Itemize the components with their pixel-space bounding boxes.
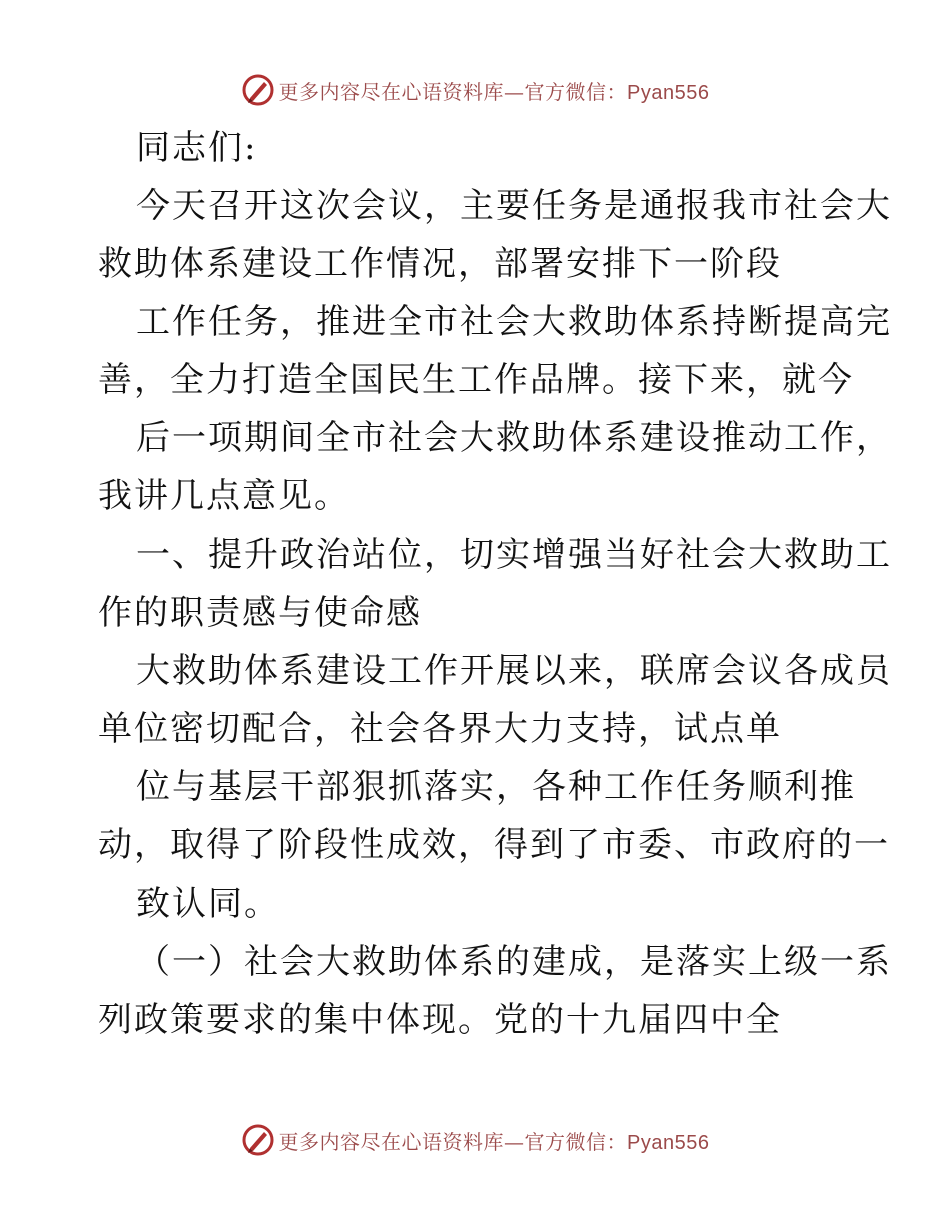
section-heading-line: 一、提升政治站位，切实增强当好社会大救助工 (136, 535, 892, 575)
paragraph-line: 单位密切配合，社会各界大力支持，试点单 (98, 709, 782, 749)
paragraph-line: 工作任务，推进全市社会大救助体系持断提高完 (136, 302, 892, 342)
paragraph-line: 致认同。 (136, 884, 280, 924)
footer-banner (0, 1120, 950, 1160)
paragraph-line: 后一项期间全市社会大救助体系建设推动工作， (136, 418, 892, 458)
greeting-line: 同志们: (136, 128, 258, 168)
paragraph-line: 大救助体系建设工作开展以来，联席会议各成员 (136, 651, 892, 691)
paragraph-line: 救助体系建设工作情况，部署安排下一阶段 (98, 244, 782, 284)
header-banner (0, 70, 950, 110)
paragraph-line: 善，全力打造全国民生工作品牌。接下来，就今 (98, 360, 854, 400)
quill-logo-icon (241, 73, 275, 107)
header-banner-text: 更多内容尽在心语资料库—官方微信： (278, 79, 628, 104)
footer-banner-id: Pyan556 (627, 1131, 710, 1154)
paragraph-line: 动，取得了阶段性成效，得到了市委、市政府的一 (98, 825, 890, 865)
header-banner-id: Pyan556 (627, 81, 710, 104)
paragraph-line: 我讲几点意见。 (98, 476, 350, 516)
paragraph-line: 位与基层干部狠抓落实，各种工作任务顺利推 (136, 767, 856, 807)
footer-banner-text: 更多内容尽在心语资料库—官方微信： (278, 1129, 628, 1154)
paragraph-line: 今天召开这次会议，主要任务是通报我市社会大 (136, 186, 892, 226)
quill-logo-icon (241, 1123, 275, 1157)
section-heading-line: 作的职责感与使命感 (98, 593, 422, 633)
subsection-line: （一）社会大救助体系的建成，是落实上级一系 (136, 942, 892, 982)
paragraph-line: 列政策要求的集中体现。党的十九届四中全 (98, 1000, 782, 1040)
